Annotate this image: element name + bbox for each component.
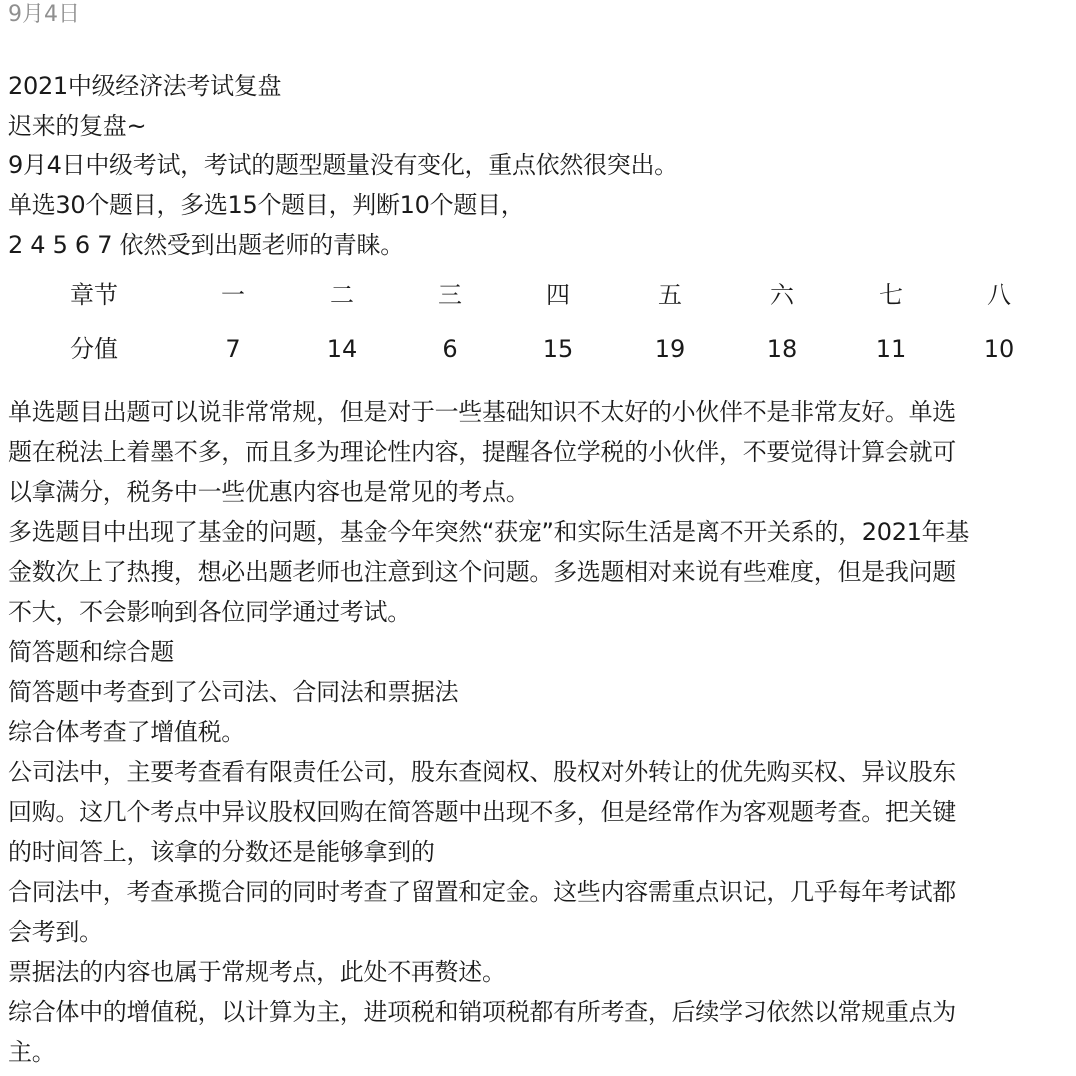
paragraph-line: 会考到。 (8, 918, 103, 946)
paragraph-line: 综合体中的增值税，以计算为主，进项税和销项税都有所考查，后续学习依然以常规重点为 (8, 998, 956, 1026)
comprehensive-line: 综合体考查了增值税。 (8, 718, 245, 746)
score-cell: 6 (442, 335, 458, 363)
chapter-cell: 四 (546, 281, 570, 309)
chapter-cell: 八 (987, 281, 1011, 309)
paragraph-line: 主。 (8, 1038, 56, 1066)
paragraph-line: 题在税法上着墨不多，而且多为理论性内容，提醒各位学税的小伙伴，不要觉得计算会就可 (8, 438, 956, 466)
paragraph-line: 的时间答上，该拿的分数还是能够拿到的 (8, 838, 435, 866)
paragraph-line: 不大，不会影响到各位同学通过考试。 (8, 598, 411, 626)
intro-line: 9月4日中级考试，考试的题型题量没有变化，重点依然很突出。 (8, 151, 678, 179)
score-cell: 18 (766, 335, 798, 363)
score-cell: 15 (542, 335, 574, 363)
row-header-chapter: 章节 (70, 281, 118, 309)
negotiable-instruments-line: 票据法的内容也属于常规考点，此处不再赘述。 (8, 958, 506, 986)
paragraph-line: 多选题目中出现了基金的问题，基金今年突然“获宠”和实际生活是离不开关系的，2021年基 (8, 518, 970, 546)
chapter-cell: 三 (438, 281, 462, 309)
intro-line: 单选30个题目，多选15个题目，判断10个题目， (8, 191, 525, 219)
intro-line: 2 4 5 6 7 依然受到出题老师的青睐。 (8, 231, 404, 259)
paragraph-line: 金数次上了热搜，想必出题老师也注意到这个问题。多选题相对来说有些难度，但是我问题 (8, 558, 956, 586)
post-subtitle: 迟来的复盘~ (8, 112, 147, 140)
section-heading: 简答题和综合题 (8, 638, 174, 666)
chapter-cell: 二 (330, 281, 354, 309)
row-header-score: 分值 (70, 335, 118, 363)
score-table-header-row (0, 275, 1076, 315)
score-cell: 10 (983, 335, 1015, 363)
score-cell: 14 (326, 335, 358, 363)
score-table-value-row (0, 329, 1076, 369)
score-cell: 7 (225, 335, 241, 363)
paragraph-line: 回购。这几个考点中异议股权回购在简答题中出现不多，但是经常作为客观题考查。把关键 (8, 798, 956, 826)
post-title: 2021中级经济法考试复盘 (8, 72, 282, 100)
paragraph-line: 以拿满分，税务中一些优惠内容也是常见的考点。 (8, 478, 530, 506)
chapter-cell: 七 (879, 281, 903, 309)
chapter-cell: 五 (658, 281, 682, 309)
post-date: 9月4日 (8, 2, 80, 27)
paragraph-line: 公司法中，主要考查看有限责任公司，股东查阅权、股权对外转让的优先购买权、异议股东 (8, 758, 956, 786)
chapter-cell: 六 (770, 281, 794, 309)
score-cell: 11 (875, 335, 907, 363)
paragraph-line: 单选题目出题可以说非常常规，但是对于一些基础知识不太好的小伙伴不是非常友好。单选 (8, 398, 956, 426)
paragraph-line: 合同法中，考查承揽合同的同时考查了留置和定金。这些内容需重点识记，几乎每年考试都 (8, 878, 956, 906)
short-answer-line: 简答题中考查到了公司法、合同法和票据法 (8, 678, 459, 706)
chapter-cell: 一 (221, 281, 245, 309)
score-cell: 19 (654, 335, 686, 363)
